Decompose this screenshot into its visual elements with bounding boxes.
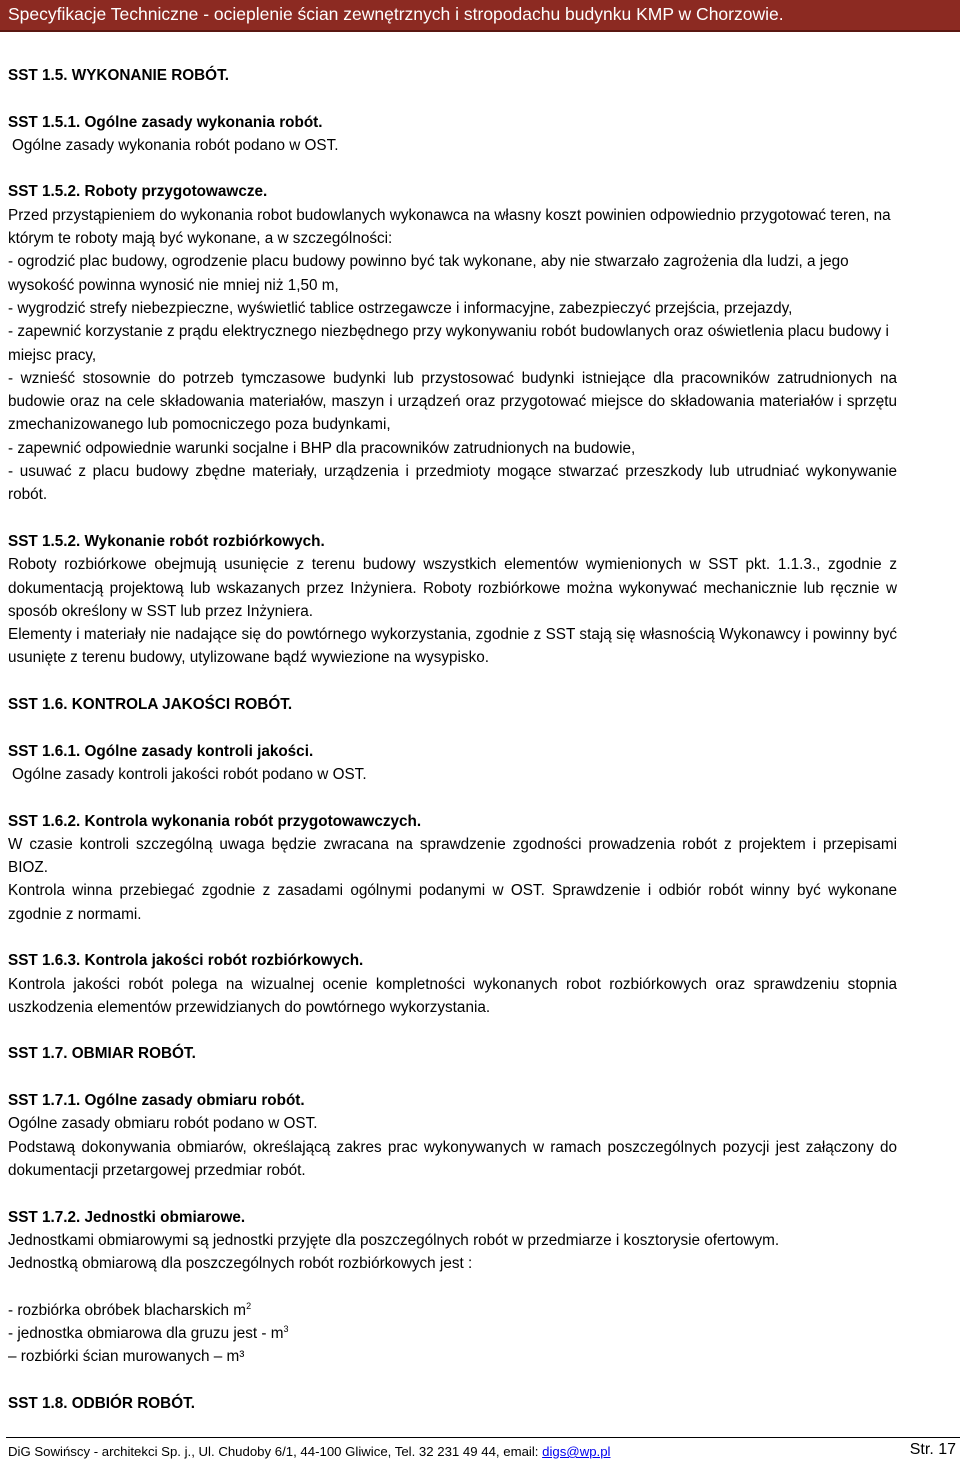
spacer (8, 1182, 897, 1205)
paragraph: Elementy i materiały nie nadające się do powtórnego wykorzystania, zgodnie z SST stają się własnością Wykonawcy i powinny być usunięte z terenu budowy, utylizowane bądź wywiezione na wysypisko. (8, 626, 897, 667)
section-heading: SST 1.6.2. Kontrola wykonania robót przygotowawczych. (8, 812, 422, 830)
paragraph: Ogólne zasady wykonania robót podano w OST. (12, 136, 339, 154)
section-heading: SST 1.5. WYKONANIE ROBÓT. (8, 67, 229, 84)
spacer (8, 786, 897, 809)
section-heading: SST 1.7.1. Ogólne zasady obmiaru robót. (8, 1092, 305, 1110)
document-body (8, 64, 897, 1415)
section-heading: SST 1.5.2. Wykonanie robót rozbiórkowych. (8, 532, 325, 550)
paragraph: - usuwać z placu budowy zbędne materiały, urządzenia i przedmioty mogące stwarzać przeszkody lub utrudniać wykonywanie robót. (8, 463, 897, 504)
page-number: Str. 17 (909, 1441, 956, 1458)
header-rule (0, 30, 960, 32)
footer-email-link[interactable]: digs@wp.pl (542, 1444, 611, 1459)
paragraph: - wznieść stosownie do potrzeb tymczasowe budynki lub przystosować budynki istniejące dla pracowników zatrudnionych na budowie oraz na cele składowania materiałów, maszyn i urządzeń oraz przygotować miejsce do składowania materiałów i sprzętu zmechanizowanego lub pomocniczego poza budynkami, (8, 369, 897, 434)
unit-exponent: 2 (246, 1300, 252, 1311)
paragraph: Jednostką obmiarową dla poszczególnych robót rozbiórkowych jest : (8, 1255, 473, 1273)
spacer (8, 926, 897, 949)
paragraph: - zapewnić odpowiednie warunki socjalne i BHP dla pracowników zatrudnionych na budowie, (8, 439, 636, 457)
paragraph: Kontrola winna przebiegać zgodnie z zasadami ogólnymi podanymi w OST. Sprawdzenie i odbiór robót winny być wykonane zgodnie z normami. (8, 882, 897, 923)
unit-list-item (8, 1322, 897, 1345)
unit-list-item (8, 1299, 897, 1322)
spacer (8, 1275, 897, 1298)
unit-exponent: 3 (283, 1324, 289, 1335)
spacer (8, 1369, 897, 1392)
spacer (8, 670, 897, 693)
spacer (8, 1019, 897, 1042)
spacer (8, 507, 897, 530)
spacer (8, 1066, 897, 1089)
footer-address: DiG Sowińscy - architekci Sp. j., Ul. Chudoby 6/1, 44-100 Gliwice, Tel. 32 231 49 44, email: (8, 1444, 543, 1459)
section-heading: SST 1.8. ODBIÓR ROBÓT. (8, 1394, 195, 1412)
paragraph: – rozbiórki ścian murowanych – m³ (8, 1348, 245, 1366)
footer (8, 1444, 610, 1459)
spacer (8, 87, 897, 110)
section-heading: SST 1.6.3. Kontrola jakości robót rozbiórkowych. (8, 952, 364, 970)
paragraph: Ogólne zasady obmiaru robót podano w OST. (8, 1115, 318, 1133)
unit-label: - rozbiórka obróbek blacharskich m (8, 1301, 247, 1319)
unit-label: - jednostka obmiarowa dla gruzu jest - m (8, 1325, 284, 1343)
running-header: Specyfikacje Techniczne - ocieplenie ścian zewnętrznych i stropodachu budynku KMP w Chorzowie. (0, 0, 960, 30)
section-heading: SST 1.6. KONTROLA JAKOŚCI ROBÓT. (8, 696, 293, 714)
spacer (8, 716, 897, 739)
paragraph: W czasie kontroli szczególną uwaga będzie zwracana na sprawdzenie zgodności prowadzenia robót z projektem i przepisami BIOZ. (8, 835, 897, 877)
footer-rule (6, 1437, 960, 1438)
paragraph: Roboty rozbiórkowe obejmują usunięcie z terenu budowy wszystkich elementów wymienionych w SST pkt. 1.1.3., zgodnie z dokumentacją projektową lub wskazanych przez Inżyniera. Roboty rozbiórkowe można wykonywać mechanicznie lub ręcznie w sposób określony w SST lub przez Inżyniera. (8, 556, 897, 620)
section-heading: SST 1.7.2. Jednostki obmiarowe. (8, 1208, 246, 1226)
paragraph: Jednostkami obmiarowymi są jednostki przyjęte dla poszczególnych robót w przedmiarze i kosztorysie ofertowym. (8, 1231, 780, 1249)
paragraph: - ogrodzić plac budowy, ogrodzenie placu budowy powinno być tak wykonane, aby nie stwarzało zagrożenia dla ludzi, a jego wysokość powinna wynosić nie mniej niż 1,50 m, (8, 253, 849, 294)
section-heading: SST 1.7. OBMIAR ROBÓT. (8, 1045, 196, 1063)
section-heading: SST 1.5.2. Roboty przygotowawcze. (8, 183, 268, 201)
paragraph: Podstawą dokonywania obmiarów, określającą zakres prac wykonywanych w ramach poszczególnych pozycji jest załączony do dokumentacji przetargowej przedmiar robót. (8, 1138, 897, 1179)
spacer (8, 157, 897, 180)
paragraph: Ogólne zasady kontroli jakości robót podano w OST. (12, 765, 367, 783)
paragraph: Przed przystąpieniem do wykonania robot budowlanych wykonawca na własny koszt powinien odpowiednio przygotować teren, na którym te roboty mają być wykonane, a w szczególności: (8, 206, 891, 248)
paragraph: Kontrola jakości robót polega na wizualnej ocenie kompletności wykonanych robot rozbiórkowych oraz sprawdzeniu stopnia uszkodzenia elementów przewidzianych do powtórnego wykorzystania. (8, 975, 897, 1016)
section-heading: SST 1.5.1. Ogólne zasady wykonania robót. (8, 113, 323, 131)
paragraph: - wygrodzić strefy niebezpieczne, wyświetlić tablice ostrzegawcze i informacyjne, zabezpieczyć przejścia, przejazdy, (8, 299, 793, 317)
section-heading: SST 1.6.1. Ogólne zasady kontroli jakości. (8, 742, 314, 760)
paragraph: - zapewnić korzystanie z prądu elektrycznego niezbędnego przy wykonywaniu robót budowlanych oraz oświetlenia placu budowy i miejsc pracy, (8, 323, 889, 364)
